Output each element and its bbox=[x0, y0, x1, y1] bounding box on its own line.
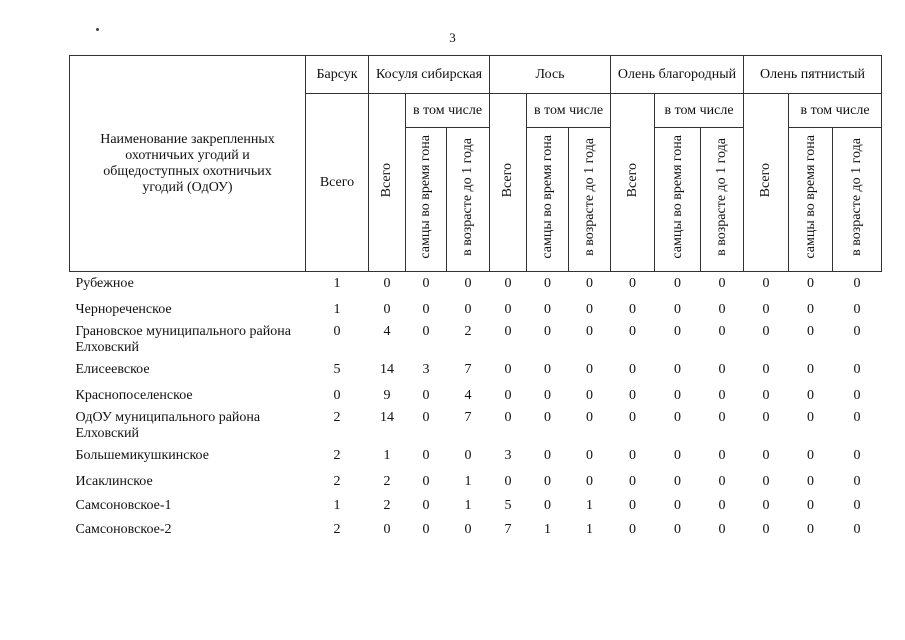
quota-value: 0 bbox=[674, 302, 681, 317]
quota-value: 0 bbox=[853, 388, 861, 403]
quota-value: 0 bbox=[422, 448, 430, 463]
table-body bbox=[70, 272, 882, 547]
quota-value: 0 bbox=[762, 362, 770, 377]
quota-value: 0 bbox=[544, 324, 551, 339]
quota-value: 7 bbox=[464, 362, 472, 377]
quota-value: 0 bbox=[586, 474, 593, 489]
quota-value: 0 bbox=[853, 522, 861, 537]
quota-value: 4 bbox=[383, 324, 391, 339]
area-name: Краснопоселенское bbox=[75, 388, 193, 403]
group-header-red-deer: Олень благородный bbox=[611, 56, 744, 94]
quota-value: 1 bbox=[333, 302, 341, 317]
quota-value: 0 bbox=[718, 474, 726, 489]
quota-value: 0 bbox=[807, 474, 815, 489]
quota-value: 0 bbox=[422, 276, 430, 291]
quota-value: 5 bbox=[504, 498, 512, 513]
quota-value: 0 bbox=[807, 448, 815, 463]
table-row bbox=[70, 474, 882, 498]
quota-value: 0 bbox=[464, 302, 472, 317]
quota-value: 0 bbox=[504, 410, 512, 425]
quota-value: 0 bbox=[586, 388, 593, 403]
table-row bbox=[70, 276, 882, 302]
elk-total-header: Всего bbox=[490, 94, 527, 272]
quota-value: 0 bbox=[853, 448, 861, 463]
quota-value: 0 bbox=[807, 362, 815, 377]
quota-value: 0 bbox=[544, 474, 551, 489]
quota-value: 0 bbox=[333, 324, 341, 339]
quota-value: 3 bbox=[504, 448, 512, 463]
quota-value: 0 bbox=[504, 388, 512, 403]
table-row bbox=[70, 522, 882, 546]
quota-value: 1 bbox=[383, 448, 391, 463]
quota-value: 0 bbox=[629, 474, 636, 489]
table-row bbox=[70, 448, 882, 474]
quota-value: 0 bbox=[333, 388, 341, 403]
quota-value: 0 bbox=[674, 410, 681, 425]
quota-value: 0 bbox=[853, 302, 861, 317]
table-row bbox=[70, 302, 882, 324]
quota-value: 0 bbox=[422, 388, 430, 403]
quota-value: 0 bbox=[674, 388, 681, 403]
quota-value: 0 bbox=[544, 276, 551, 291]
quota-value: 0 bbox=[718, 302, 726, 317]
name-column-header: Наименование закрепленных охотничьих угодий и общедоступных охотничьих угодий (ОдОУ) bbox=[70, 56, 306, 272]
quota-value: 0 bbox=[586, 410, 593, 425]
quota-value: 0 bbox=[629, 522, 636, 537]
quota-value: 0 bbox=[762, 410, 770, 425]
quota-value: 0 bbox=[762, 522, 770, 537]
quota-value: 0 bbox=[586, 448, 593, 463]
quota-value: 0 bbox=[853, 498, 861, 513]
quota-value: 2 bbox=[333, 448, 341, 463]
quota-value: 0 bbox=[422, 302, 430, 317]
quota-value: 0 bbox=[807, 302, 815, 317]
quota-value: 0 bbox=[586, 302, 593, 317]
quota-value: 0 bbox=[422, 522, 430, 537]
area-name: Рубежное bbox=[75, 276, 134, 291]
quota-value: 0 bbox=[504, 474, 512, 489]
quota-value: 0 bbox=[674, 362, 681, 377]
quota-value: 1 bbox=[333, 276, 341, 291]
quota-value: 0 bbox=[544, 448, 551, 463]
quota-value: 0 bbox=[718, 362, 726, 377]
quota-value: 0 bbox=[504, 362, 512, 377]
quota-value: 0 bbox=[807, 410, 815, 425]
elk-males-header: самцы во время гона bbox=[527, 128, 569, 272]
quota-value: 0 bbox=[674, 448, 681, 463]
quota-value: 7 bbox=[464, 410, 472, 425]
quota-value: 0 bbox=[718, 498, 726, 513]
quota-value: 4 bbox=[464, 388, 472, 403]
quota-value: 0 bbox=[674, 276, 681, 291]
table-row bbox=[70, 324, 882, 362]
quota-value: 2 bbox=[333, 474, 341, 489]
quota-value: 0 bbox=[762, 276, 770, 291]
quota-value: 0 bbox=[383, 522, 391, 537]
quota-value: 0 bbox=[544, 498, 551, 513]
sika-total-header: Всего bbox=[744, 94, 789, 272]
quota-value: 14 bbox=[380, 362, 394, 377]
area-name: Чернореченское bbox=[75, 302, 172, 317]
quota-value: 0 bbox=[422, 324, 430, 339]
quota-value: 0 bbox=[762, 324, 770, 339]
quota-value: 0 bbox=[853, 276, 861, 291]
quota-value: 0 bbox=[544, 362, 551, 377]
quota-value: 14 bbox=[380, 410, 394, 425]
quota-value: 0 bbox=[853, 410, 861, 425]
quota-value: 0 bbox=[629, 388, 636, 403]
sika-males-header: самцы во время гона bbox=[789, 128, 833, 272]
quota-value: 0 bbox=[762, 388, 770, 403]
quota-value: 0 bbox=[718, 522, 726, 537]
quota-value: 0 bbox=[504, 324, 512, 339]
quota-value: 0 bbox=[586, 362, 593, 377]
quota-value: 0 bbox=[586, 276, 593, 291]
quota-value: 2 bbox=[333, 410, 341, 425]
area-name: Большемикушкинское bbox=[75, 448, 209, 463]
quota-value: 2 bbox=[383, 498, 391, 513]
quota-value: 0 bbox=[504, 302, 512, 317]
table-row bbox=[70, 388, 882, 410]
area-name: Самсоновское-1 bbox=[75, 498, 172, 513]
quota-value: 0 bbox=[629, 324, 636, 339]
quota-value: 0 bbox=[504, 276, 512, 291]
quota-value: 0 bbox=[422, 410, 430, 425]
quota-value: 0 bbox=[762, 498, 770, 513]
quota-value: 2 bbox=[383, 474, 391, 489]
quota-value: 7 bbox=[504, 522, 512, 537]
quota-value: 0 bbox=[544, 388, 551, 403]
sika-young-header: в возрасте до 1 года bbox=[833, 128, 882, 272]
reddeer-males-header: самцы во время гона bbox=[655, 128, 701, 272]
reddeer-including-header: в том числе bbox=[655, 94, 744, 128]
quota-value: 0 bbox=[718, 448, 726, 463]
quota-value: 0 bbox=[383, 276, 391, 291]
quota-value: 2 bbox=[464, 324, 472, 339]
area-name: Грановское муниципального района Елховский bbox=[75, 324, 291, 355]
quota-value: 0 bbox=[464, 522, 472, 537]
quota-value: 0 bbox=[544, 302, 551, 317]
roe-young-header: в возрасте до 1 года bbox=[447, 128, 490, 272]
quota-value: 0 bbox=[718, 388, 726, 403]
quota-value: 0 bbox=[718, 276, 726, 291]
quota-value: 0 bbox=[629, 448, 636, 463]
quota-value: 0 bbox=[383, 302, 391, 317]
quota-value: 0 bbox=[629, 302, 636, 317]
quota-value: 0 bbox=[674, 522, 681, 537]
hunting-quota-table bbox=[69, 55, 882, 546]
table-row bbox=[70, 410, 882, 448]
quota-value: 0 bbox=[629, 410, 636, 425]
sika-including-header: в том числе bbox=[789, 94, 882, 128]
quota-value: 0 bbox=[629, 362, 636, 377]
area-name: ОдОУ муниципального района Елховский bbox=[75, 410, 261, 441]
area-name: Исаклинское bbox=[75, 474, 153, 489]
quota-value: 0 bbox=[807, 522, 815, 537]
table-row bbox=[70, 362, 882, 388]
roe-males-header: самцы во время гона bbox=[406, 128, 447, 272]
quota-value: 0 bbox=[422, 474, 430, 489]
quota-value: 0 bbox=[586, 324, 593, 339]
area-name: Елисеевское bbox=[75, 362, 150, 377]
badger-total-header: Всего bbox=[306, 94, 369, 272]
group-header-badger: Барсук bbox=[306, 56, 369, 94]
page-number: 3 bbox=[449, 30, 456, 45]
quota-value: 0 bbox=[762, 474, 770, 489]
quota-value: 1 bbox=[544, 522, 551, 537]
quota-value: 0 bbox=[762, 302, 770, 317]
group-header-roe-deer: Косуля сибирская bbox=[369, 56, 490, 94]
roe-total-header: Всего bbox=[369, 94, 406, 272]
quota-value: 1 bbox=[333, 498, 341, 513]
quota-value: 0 bbox=[762, 448, 770, 463]
quota-value: 0 bbox=[674, 474, 681, 489]
reddeer-young-header: в возрасте до 1 года bbox=[701, 128, 744, 272]
quota-value: 0 bbox=[853, 362, 861, 377]
roe-including-header: в том числе bbox=[406, 94, 490, 128]
quota-value: 1 bbox=[586, 498, 593, 513]
quota-value: 1 bbox=[586, 522, 593, 537]
reddeer-total-header: Всего bbox=[611, 94, 655, 272]
quota-value: 0 bbox=[544, 410, 551, 425]
quota-value: 1 bbox=[464, 498, 472, 513]
group-header-sika-deer: Олень пятнистый bbox=[744, 56, 882, 94]
quota-value: 0 bbox=[718, 410, 726, 425]
group-header-elk: Лось bbox=[490, 56, 611, 94]
quota-value: 5 bbox=[333, 362, 341, 377]
quota-value: 0 bbox=[853, 474, 861, 489]
quota-value: 0 bbox=[674, 498, 681, 513]
quota-value: 0 bbox=[807, 498, 815, 513]
quota-value: 2 bbox=[333, 522, 341, 537]
quota-value: 0 bbox=[807, 388, 815, 403]
quota-value: 1 bbox=[464, 474, 472, 489]
quota-value: 0 bbox=[464, 276, 472, 291]
quota-value: 0 bbox=[629, 276, 636, 291]
quota-value: 0 bbox=[853, 324, 861, 339]
quota-value: 0 bbox=[718, 324, 726, 339]
quota-value: 0 bbox=[807, 276, 815, 291]
quota-value: 0 bbox=[422, 498, 430, 513]
quota-value: 0 bbox=[807, 324, 815, 339]
quota-value: 9 bbox=[383, 388, 391, 403]
elk-including-header: в том числе bbox=[527, 94, 611, 128]
quota-value: 3 bbox=[422, 362, 430, 377]
table-row bbox=[70, 498, 882, 522]
quota-value: 0 bbox=[464, 448, 472, 463]
quota-value: 0 bbox=[629, 498, 636, 513]
elk-young-header: в возрасте до 1 года bbox=[569, 128, 611, 272]
quota-value: 0 bbox=[674, 324, 681, 339]
area-name: Самсоновское-2 bbox=[75, 522, 172, 537]
